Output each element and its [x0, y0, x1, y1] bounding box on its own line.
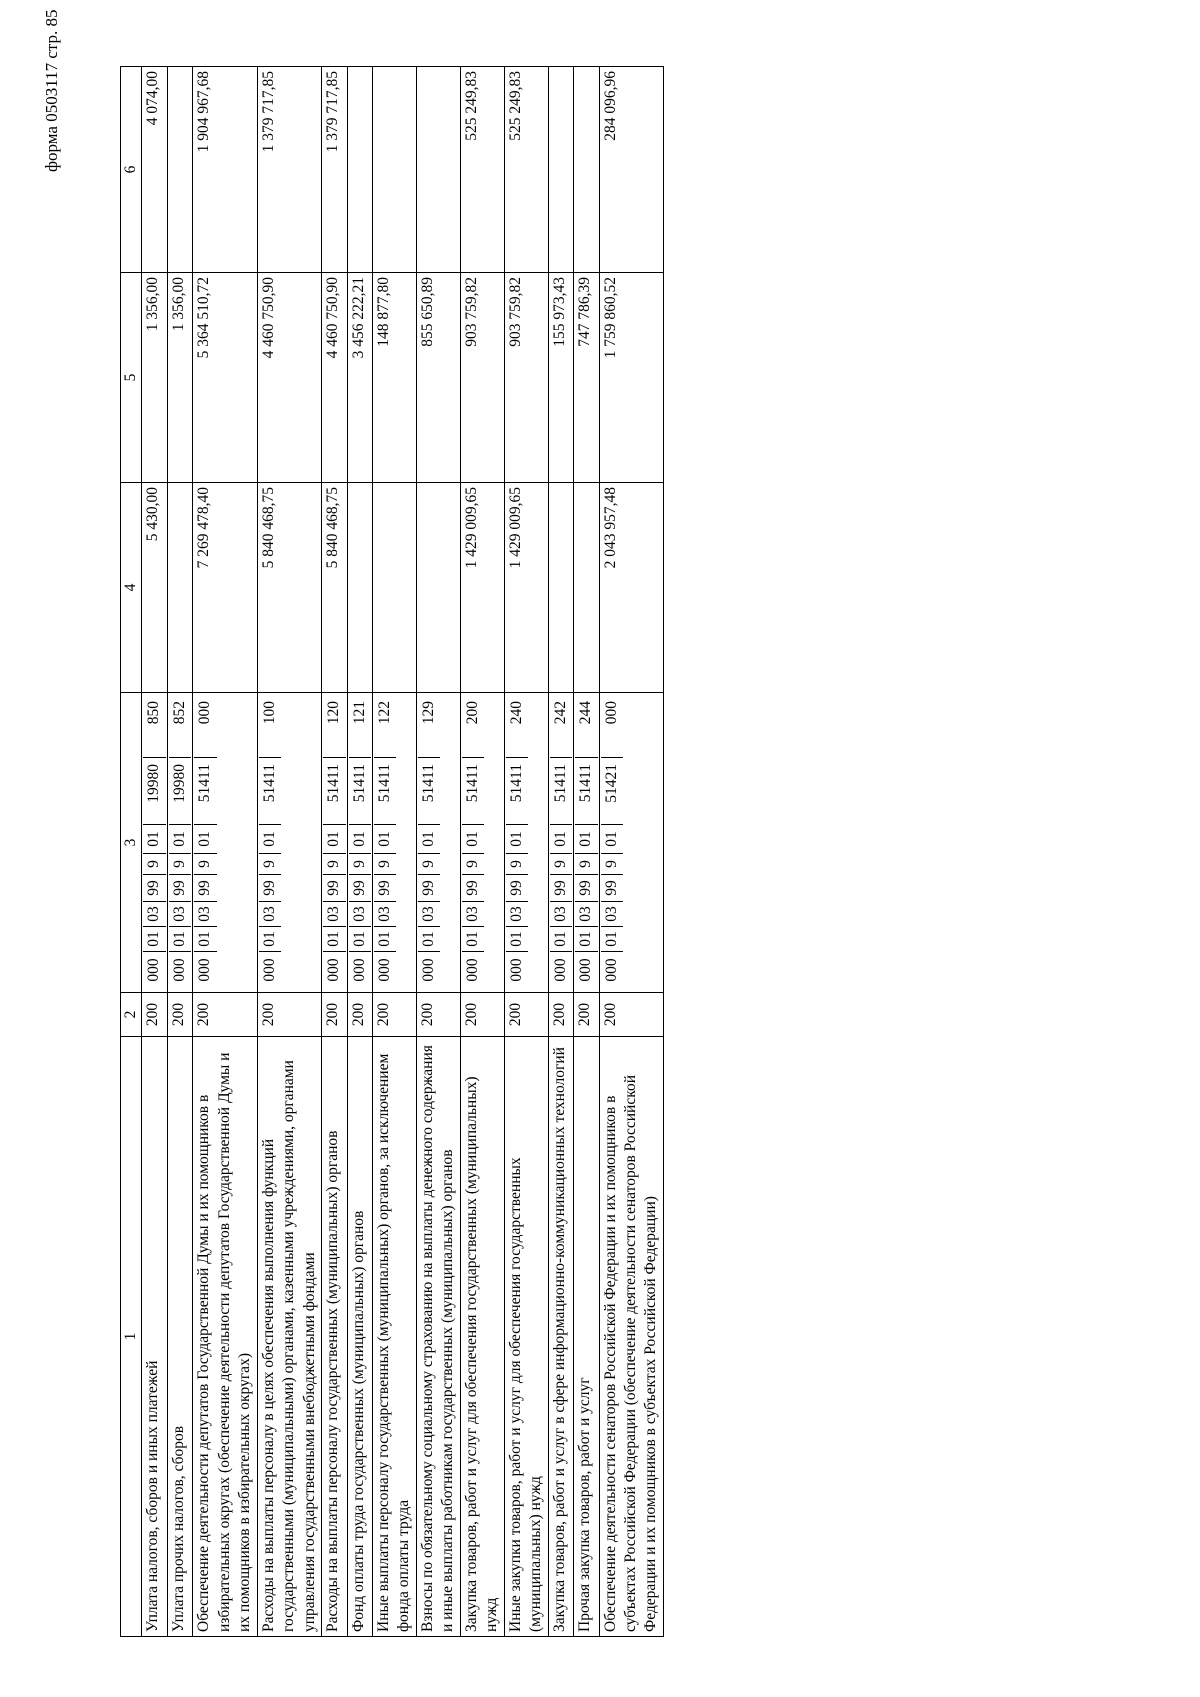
code-segment: 000	[575, 951, 597, 988]
row-name: Уплата налогов, сборов и иных платежей	[142, 1037, 167, 1637]
row-approved: 2 043 957,48	[599, 483, 663, 693]
code-segment: 01	[575, 824, 597, 853]
code-segment: 129	[419, 701, 437, 725]
code-segment: 99	[601, 874, 623, 901]
table-row	[416, 67, 460, 1637]
row-line-code: 200	[167, 993, 192, 1037]
row-line-code: 200	[574, 993, 599, 1037]
code-segment: 01	[575, 926, 597, 951]
code-segment: 03	[194, 901, 216, 926]
code-segment: 01	[194, 824, 216, 853]
code-segment: 000	[602, 701, 620, 725]
row-budget-code	[460, 693, 504, 993]
code-segment: 000	[506, 951, 528, 988]
row-line-code: 200	[322, 993, 347, 1037]
row-approved: 5 840 468,75	[322, 483, 347, 693]
column-number-row	[121, 67, 142, 1637]
row-executed: 3 456 222,21	[347, 273, 372, 483]
row-name: Иные выплаты персоналу государственных (муниципальных) органов, за исключением фонда оплаты труда	[372, 1037, 416, 1637]
row-budget-code	[142, 693, 167, 993]
table-row	[347, 67, 372, 1637]
code-segment: 9	[349, 853, 371, 874]
row-approved: 5 430,00	[142, 483, 167, 693]
row-unexecuted: 1 904 967,68	[193, 67, 257, 273]
code-segment: 01	[323, 926, 345, 951]
code-segment: 200	[463, 701, 481, 725]
row-name: Иные закупки товаров, работ и услуг для обеспечения государственных (муниципальных) нужд	[504, 1037, 548, 1637]
row-executed: 148 877,80	[372, 273, 416, 483]
row-executed: 4 460 750,90	[322, 273, 347, 483]
table-row	[142, 67, 167, 1637]
code-segment: 000	[194, 951, 216, 988]
row-unexecuted: 1 379 717,85	[257, 67, 321, 273]
form-label: форма 0503117 стр. 85	[42, 9, 61, 172]
row-unexecuted	[347, 67, 372, 273]
code-segment: 240	[507, 701, 525, 725]
code-segment: 01	[601, 926, 623, 951]
code-segment: 19980	[169, 757, 191, 824]
row-line-code: 200	[548, 993, 573, 1037]
row-approved	[416, 483, 460, 693]
row-approved	[574, 483, 599, 693]
table-body	[142, 67, 663, 1637]
code-segment: 51411	[462, 757, 484, 824]
code-segment: 01	[374, 926, 396, 951]
row-line-code: 200	[416, 993, 460, 1037]
table-row	[193, 67, 257, 1637]
code-segment: 9	[462, 853, 484, 874]
row-approved: 5 840 468,75	[257, 483, 321, 693]
code-segment: 000	[374, 951, 396, 988]
code-segment: 01	[323, 824, 345, 853]
row-executed: 155 973,43	[548, 273, 573, 483]
row-name: Уплата прочих налогов, сборов	[167, 1037, 192, 1637]
row-line-code: 200	[142, 993, 167, 1037]
row-approved	[548, 483, 573, 693]
code-segment: 9	[601, 853, 623, 874]
code-segment: 03	[601, 901, 623, 926]
column-header: 4	[121, 483, 142, 693]
code-segment: 01	[169, 824, 191, 853]
row-unexecuted: 284 096,96	[599, 67, 663, 273]
row-approved	[347, 483, 372, 693]
code-segment: 03	[349, 901, 371, 926]
row-budget-code	[416, 693, 460, 993]
code-segment: 01	[143, 926, 165, 951]
row-name: Закупка товаров, работ и услуг в сфере информационно-коммуникационных технологий	[548, 1037, 573, 1637]
code-segment: 000	[169, 951, 191, 988]
row-executed: 1 356,00	[167, 273, 192, 483]
row-budget-code	[504, 693, 548, 993]
table-row	[257, 67, 321, 1637]
code-segment: 01	[418, 824, 440, 853]
code-segment: 100	[260, 701, 278, 725]
code-segment: 03	[462, 901, 484, 926]
code-segment: 01	[259, 926, 281, 951]
code-segment: 03	[259, 901, 281, 926]
code-segment: 9	[575, 853, 597, 874]
row-budget-code	[167, 693, 192, 993]
code-segment: 9	[194, 853, 216, 874]
code-segment: 99	[194, 874, 216, 901]
code-segment: 03	[374, 901, 396, 926]
code-segment: 19980	[143, 757, 165, 824]
row-executed: 903 759,82	[460, 273, 504, 483]
code-segment: 9	[418, 853, 440, 874]
code-segment: 03	[575, 901, 597, 926]
code-segment: 01	[194, 926, 216, 951]
code-segment: 51411	[194, 757, 216, 824]
row-executed: 903 759,82	[504, 273, 548, 483]
code-segment: 03	[169, 901, 191, 926]
row-unexecuted	[167, 67, 192, 273]
code-segment: 01	[349, 824, 371, 853]
row-name: Взносы по обязательному социальному страхованию на выплаты денежного содержания и иные выплаты работникам государственных (муниципальных) органов	[416, 1037, 460, 1637]
table-row	[574, 67, 599, 1637]
code-segment: 000	[196, 701, 214, 725]
code-segment: 51411	[349, 757, 371, 824]
code-segment: 122	[375, 701, 393, 725]
row-executed: 1 759 860,52	[599, 273, 663, 483]
code-segment: 51411	[418, 757, 440, 824]
code-segment: 850	[145, 701, 163, 725]
row-name: Прочая закупка товаров, работ и услуг	[574, 1037, 599, 1637]
code-segment: 9	[259, 853, 281, 874]
code-segment: 99	[575, 874, 597, 901]
row-approved: 7 269 478,40	[193, 483, 257, 693]
code-segment: 000	[349, 951, 371, 988]
code-segment: 01	[349, 926, 371, 951]
table-row	[599, 67, 663, 1637]
code-segment: 99	[169, 874, 191, 901]
row-budget-code	[193, 693, 257, 993]
code-segment: 99	[259, 874, 281, 901]
code-segment: 9	[143, 853, 165, 874]
row-line-code: 200	[599, 993, 663, 1037]
table-row	[504, 67, 548, 1637]
row-executed: 5 364 510,72	[193, 273, 257, 483]
code-segment: 03	[506, 901, 528, 926]
code-segment: 9	[374, 853, 396, 874]
code-segment: 51421	[601, 757, 623, 824]
code-segment: 99	[143, 874, 165, 901]
row-unexecuted: 525 249,83	[460, 67, 504, 273]
code-segment: 03	[143, 901, 165, 926]
code-segment: 000	[418, 951, 440, 988]
code-segment: 01	[259, 824, 281, 853]
code-segment: 51411	[374, 757, 396, 824]
code-segment: 99	[462, 874, 484, 901]
column-header: 5	[121, 273, 142, 483]
row-name: Обеспечение деятельности депутатов Государственной Думы и их помощников в избирательных округах (обеспечение деятельности депутатов Государственной Думы и их помощников в избирательных округах)	[193, 1037, 257, 1637]
code-segment: 121	[350, 701, 368, 725]
code-segment: 852	[170, 701, 188, 725]
row-executed: 747 786,39	[574, 273, 599, 483]
row-executed: 4 460 750,90	[257, 273, 321, 483]
row-unexecuted	[416, 67, 460, 273]
code-segment: 244	[577, 701, 595, 725]
code-segment: 51411	[550, 757, 572, 824]
row-budget-code	[257, 693, 321, 993]
row-executed: 855 650,89	[416, 273, 460, 483]
row-line-code: 200	[193, 993, 257, 1037]
code-segment: 99	[374, 874, 396, 901]
code-segment: 01	[374, 824, 396, 853]
code-segment: 03	[323, 901, 345, 926]
code-segment: 000	[550, 951, 572, 988]
column-header: 1	[121, 1037, 142, 1637]
row-line-code: 200	[504, 993, 548, 1037]
code-segment: 242	[551, 701, 569, 725]
row-unexecuted	[372, 67, 416, 273]
row-line-code: 200	[372, 993, 416, 1037]
column-header: 6	[121, 67, 142, 273]
row-budget-code	[372, 693, 416, 993]
row-unexecuted	[574, 67, 599, 273]
row-name: Расходы на выплаты персоналу в целях обеспечения выполнения функций государственными (муниципальными) органами, казенными учреждениями, органами управления государственными внебюджетными фондами	[257, 1037, 321, 1637]
code-segment: 99	[418, 874, 440, 901]
row-line-code: 200	[347, 993, 372, 1037]
row-unexecuted: 1 379 717,85	[322, 67, 347, 273]
column-header: 3	[121, 693, 142, 993]
code-segment: 01	[506, 824, 528, 853]
row-budget-code	[347, 693, 372, 993]
code-segment: 000	[601, 951, 623, 988]
row-name: Обеспечение деятельности сенаторов Российской Федерации и их помощников в субъектах Российской Федерации (обеспечение деятельности сенаторов Российской Федерации и их помощников в субъектах Российской Федерации)	[599, 1037, 663, 1637]
row-approved: 1 429 009,65	[504, 483, 548, 693]
code-segment: 9	[323, 853, 345, 874]
row-name: Закупка товаров, работ и услуг для обеспечения государственных (муниципальных) нужд	[460, 1037, 504, 1637]
row-name: Расходы на выплаты персоналу государственных (муниципальных) органов	[322, 1037, 347, 1637]
table-row	[460, 67, 504, 1637]
code-segment: 9	[169, 853, 191, 874]
row-executed: 1 356,00	[142, 273, 167, 483]
code-segment: 01	[418, 926, 440, 951]
code-segment: 01	[462, 926, 484, 951]
row-approved: 1 429 009,65	[460, 483, 504, 693]
code-segment: 03	[550, 901, 572, 926]
code-segment: 99	[323, 874, 345, 901]
table-row	[322, 67, 347, 1637]
row-budget-code	[574, 693, 599, 993]
table-row	[372, 67, 416, 1637]
code-segment: 51411	[575, 757, 597, 824]
row-budget-code	[548, 693, 573, 993]
row-unexecuted: 4 074,00	[142, 67, 167, 273]
code-segment: 01	[550, 824, 572, 853]
code-segment: 01	[601, 824, 623, 853]
row-line-code: 200	[257, 993, 321, 1037]
code-segment: 01	[169, 926, 191, 951]
code-segment: 000	[259, 951, 281, 988]
row-budget-code	[322, 693, 347, 993]
row-budget-code	[599, 693, 663, 993]
row-approved	[167, 483, 192, 693]
code-segment: 9	[506, 853, 528, 874]
code-segment: 03	[418, 901, 440, 926]
code-segment: 51411	[506, 757, 528, 824]
row-line-code: 200	[460, 993, 504, 1037]
code-segment: 000	[462, 951, 484, 988]
code-segment: 000	[143, 951, 165, 988]
code-segment: 000	[323, 951, 345, 988]
code-segment: 99	[349, 874, 371, 901]
code-segment: 51411	[259, 757, 281, 824]
code-segment: 01	[550, 926, 572, 951]
code-segment: 9	[550, 853, 572, 874]
row-name: Фонд оплаты труда государственных (муниципальных) органов	[347, 1037, 372, 1637]
row-unexecuted	[548, 67, 573, 273]
table-row	[548, 67, 573, 1637]
code-segment: 120	[325, 701, 343, 725]
code-segment: 51411	[323, 757, 345, 824]
code-segment: 01	[143, 824, 165, 853]
code-segment: 99	[506, 874, 528, 901]
code-segment: 01	[506, 926, 528, 951]
row-approved	[372, 483, 416, 693]
code-segment: 99	[550, 874, 572, 901]
column-header: 2	[121, 993, 142, 1037]
code-segment: 01	[462, 824, 484, 853]
row-unexecuted: 525 249,83	[504, 67, 548, 273]
table-row	[167, 67, 192, 1637]
report-table	[120, 66, 664, 1637]
